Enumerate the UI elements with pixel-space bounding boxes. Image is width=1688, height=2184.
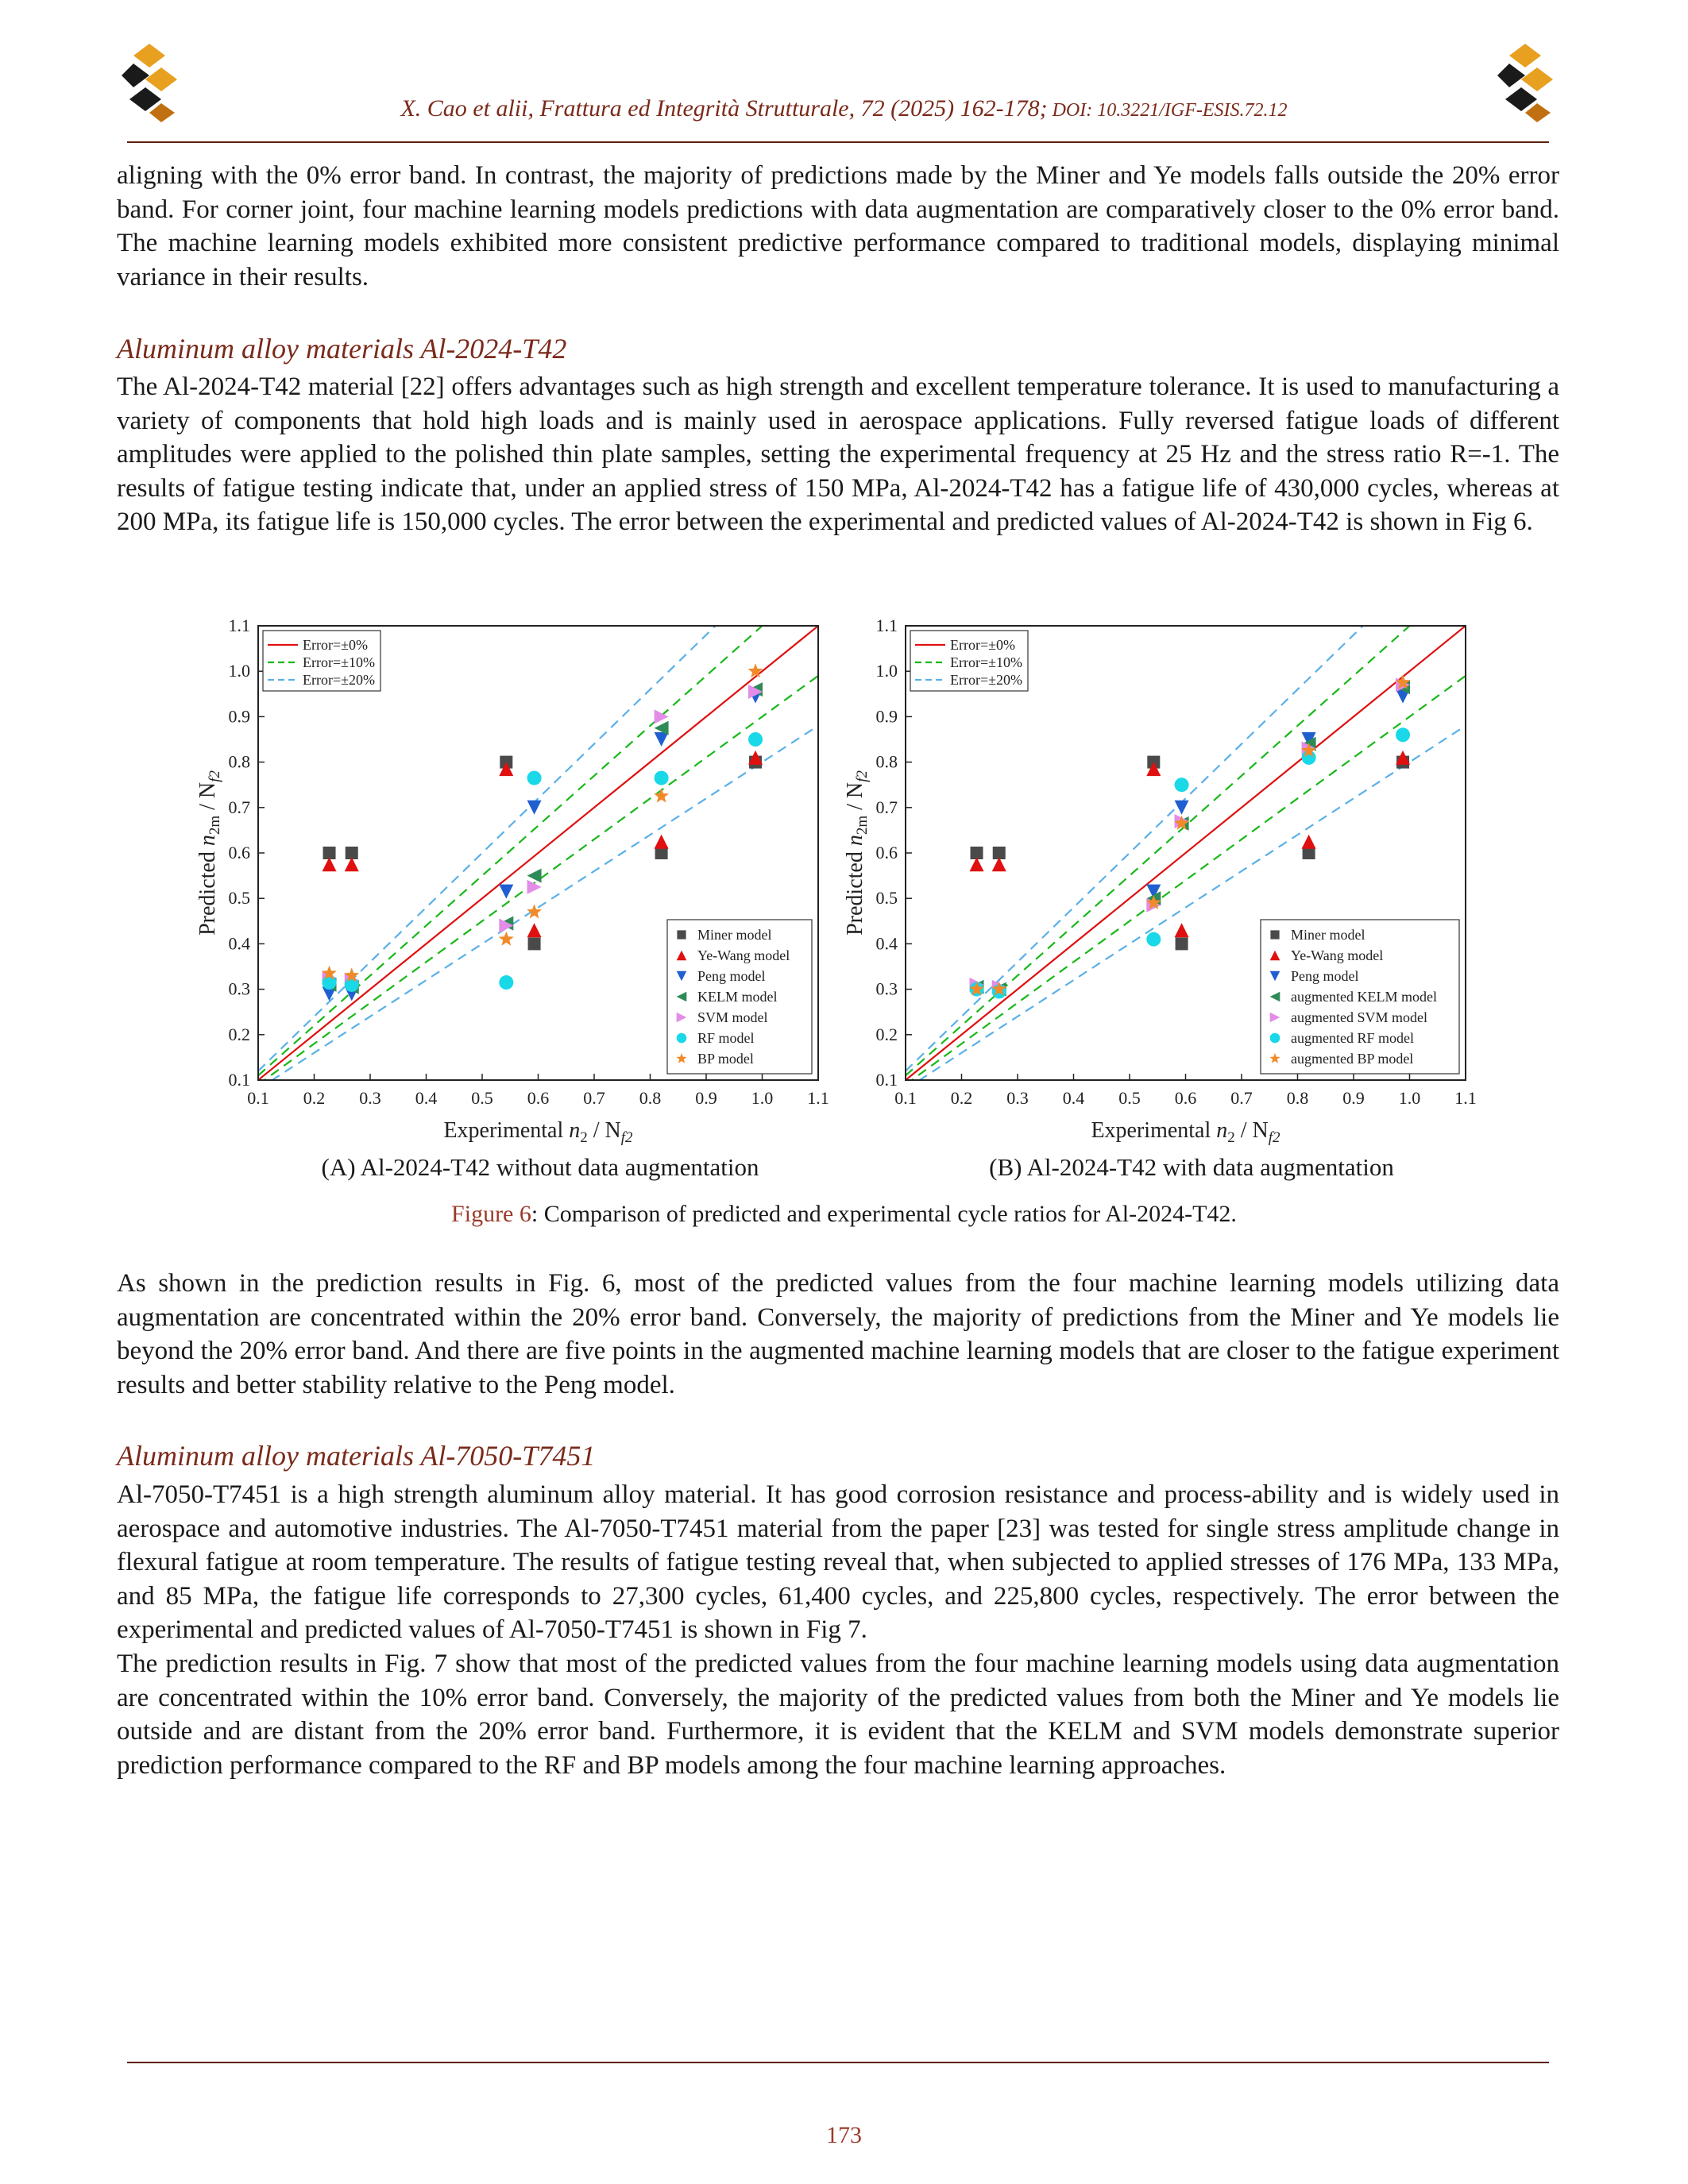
y-tick-label: 0.1 [228,1070,250,1090]
x-tick-label: 0.2 [303,1088,326,1108]
error-legend-entry: Error=±10% [950,654,1023,670]
x-tick-label: 0.1 [894,1088,917,1108]
subcaption-a: (A) Al-2024-T42 without data augmentation [321,1153,759,1181]
data-point [527,869,542,883]
y-tick-label: 0.8 [228,751,250,772]
x-tick-label: 0.4 [1062,1088,1085,1108]
legend-entry: Ye-Wang model [1291,947,1384,963]
legend-marker [1270,1033,1280,1044]
running-head-citation: X. Cao et alii, Frattura ed Integrità Strutturale, 72 (2025) 162-178; [400,95,1048,122]
paragraph-1: aligning with the 0% error band. In contrast, the majority of predictions made by the Miner and Ye models falls outside the 20% error band. For corner joint, four machine learning models predictions with data augmentation are comparatively closer to the 0% error band. The machine learning models exhibited more consistent predictive performance compared to traditional models, displaying minimal variance in their results. [117,161,1559,291]
x-tick-label: 0.8 [639,1088,662,1108]
legend-marker [1270,930,1279,939]
y-tick-label: 1.0 [228,661,250,681]
running-head-doi: DOI: 10.3221/IGF-ESIS.72.12 [1047,100,1288,121]
series-legend [667,920,812,1074]
header-rule [127,141,1549,143]
legend-entry: Peng model [697,968,766,984]
legend-entry: augmented BP model [1291,1051,1414,1067]
plot-area [195,612,829,1146]
data-point [528,937,541,950]
data-point [527,771,542,785]
x-axis-label: Experimental $n_2 / N_{f2}$ [443,1118,633,1146]
error-legend-entry: Error=±10% [303,654,376,670]
data-point [499,932,514,946]
legend-entry: BP model [697,1051,754,1067]
y-tick-label: 0.5 [875,888,898,909]
legend-entry: KELM model [697,989,778,1005]
data-point [499,885,513,899]
data-point [1175,923,1189,937]
data-point [499,975,513,990]
y-tick-label: 0.2 [228,1024,250,1044]
data-point [1176,937,1188,950]
data-point [654,789,669,803]
data-point [1146,932,1161,947]
y-tick-label: 0.6 [875,843,898,862]
journal-logo-right [1493,40,1557,127]
x-tick-label: 1.0 [1398,1088,1421,1108]
x-tick-label: 0.4 [415,1088,438,1108]
section-heading-al2024: Aluminum alloy materials Al-2024-T42 [117,333,567,365]
data-point [748,732,763,747]
x-tick-label: 0.9 [695,1088,717,1108]
x-axis-label: Experimental $n_2 / N_{f2}$ [1091,1118,1280,1146]
legend-entry: SVM model [697,1009,768,1025]
y-tick-label: 0.4 [228,933,250,954]
data-point [323,975,337,990]
series-legend [1261,920,1459,1074]
data-point [527,801,542,815]
x-tick-label: 0.5 [1118,1088,1141,1108]
x-tick-label: 0.5 [471,1088,493,1108]
data-point [655,771,669,785]
legend-entry: RF model [697,1030,755,1046]
y-tick-label: 0.3 [228,978,250,999]
x-tick-label: 0.3 [359,1088,381,1108]
subcaption-b: (B) Al-2024-T42 with data augmentation [989,1153,1394,1181]
x-tick-label: 0.9 [1342,1088,1365,1108]
x-tick-label: 0.2 [950,1088,973,1108]
figure-caption [238,1201,1450,1228]
error-legend-entry: Error=±20% [950,672,1023,688]
error-legend-entry: Error=±20% [303,672,376,688]
data-point [748,663,763,677]
figure-caption-text: : Comparison of predicted and experimental cycle ratios for Al-2024-T42. [531,1201,1237,1227]
chart-a-without-augmentation [187,612,838,1152]
y-tick-label: 0.8 [875,751,898,772]
x-tick-label: 0.3 [1006,1088,1029,1108]
paragraph-4: Al-7050-T7451 is a high strength aluminum alloy material. It has good corrosion resistance and process-ability and is widely used in aerospace and automotive industries. The Al-7050-T7451 material from the paper [23] was tested for single stress amplitude change in flexural fatigue at room temperature. The results of fatigue testing reveal that, when subjected to applied stresses of 176 MPa, 133 MPa, and 85 MPa, the fatigue life corresponds to 27,300 cycles, 61,400 cycles, and 225,800 cycles, respectively. The error between the experimental and predicted values of Al-7050-T7451 is shown in Fig 7. [117,1480,1559,1644]
x-tick-label: 1.1 [807,1088,829,1108]
running-head [238,95,1450,122]
data-point [527,923,542,937]
y-tick-label: 0.7 [875,797,898,817]
legend-entry: Miner model [1291,927,1365,943]
x-tick-label: 1.1 [1454,1088,1477,1108]
y-tick-label: 0.2 [875,1024,898,1044]
data-point [345,978,359,992]
legend-entry: Peng model [1291,968,1359,984]
x-tick-label: 0.6 [1174,1088,1197,1108]
x-tick-label: 0.7 [1230,1088,1253,1108]
legend-entry: augmented RF model [1291,1030,1414,1046]
y-tick-label: 0.7 [228,797,250,817]
y-tick-label: 0.3 [875,978,898,999]
error-legend [263,631,380,691]
paragraph-3: As shown in the prediction results in Fig. 6, most of the predicted values from the four machine learning models utilizing data augmentation are concentrated within the 20% error band. Conversely, the majority of predictions from the Miner and Ye models lie beyond the 20% error band. And there are five points in the augmented machine learning models that are closer to the fatigue experiment results and better stability relative to the Peng model. [117,1269,1559,1399]
data-point [655,732,669,747]
y-tick-label: 0.5 [228,888,250,909]
y-tick-label: 0.4 [875,933,898,954]
data-point [655,835,669,849]
footer-rule [127,2062,1549,2063]
page-number: 173 [826,2122,862,2148]
section-heading-al7050: Aluminum alloy materials Al-7050-T7451 [117,1440,596,1472]
y-tick-label: 1.0 [875,661,898,681]
figure-caption-label: Figure 6 [451,1201,531,1227]
y-tick-label: 1.1 [875,615,898,635]
legend-marker [677,930,686,939]
data-point [1175,801,1189,815]
x-tick-label: 0.7 [583,1088,605,1108]
y-axis-label: Predicted $n_{2m} / N_{f2}$ [843,770,871,936]
y-axis-label: Predicted $n_{2m} / N_{f2}$ [195,770,223,936]
data-point [1175,778,1189,792]
x-tick-label: 0.6 [527,1088,550,1108]
paragraph-2: The Al-2024-T42 material [22] offers advantages such as high strength and excellent temperature tolerance. It is used to manufacturing a variety of components that hold high loads and is mainly used in aerospace applications. Fully reversed fatigue loads of different amplitudes were applied to the polished thin plate samples, setting the experimental frequency at 25 Hz and the stress ratio R=-1. The results of fatigue testing indicate that, under an applied stress of 150 MPa, Al-2024-T42 has a fatigue life of 430,000 cycles, whereas at 200 MPa, its fatigue life is 150,000 cycles. The error between the experimental and predicted values of Al-2024-T42 is shown in Fig 6. [117,372,1559,536]
error-legend-entry: Error=±0% [950,637,1016,653]
journal-logo-left [118,40,181,127]
x-tick-label: 1.0 [751,1088,774,1108]
legend-entry: augmented SVM model [1291,1009,1427,1025]
x-tick-label: 0.8 [1286,1088,1309,1108]
y-tick-label: 0.9 [228,706,250,727]
x-tick-label: 0.1 [247,1088,269,1108]
error-legend-entry: Error=±0% [303,637,369,653]
legend-entry: Miner model [697,927,772,943]
plot-area [843,612,1477,1146]
data-point [1396,727,1410,742]
legend-entry: augmented KELM model [1291,989,1437,1005]
y-tick-label: 0.9 [875,706,898,727]
legend-entry: Ye-Wang model [697,947,790,963]
error-legend [910,631,1028,691]
y-tick-label: 0.6 [228,843,250,862]
legend-marker [677,1033,687,1044]
paragraph-5: The prediction results in Fig. 7 show that most of the predicted values from the four machine learning models using data augmentation are concentrated within the 10% error band. Conversely, the majority of the predicted values from both the Miner and Ye models lie outside and are distant from the 20% error band. Furthermore, it is evident that the KELM and SVM models demonstrate superior prediction performance compared to the RF and BP models among the four machine learning approaches. [117,1650,1559,1780]
chart-b-with-augmentation [834,612,1485,1152]
data-point [1302,835,1316,849]
y-tick-label: 0.1 [875,1070,898,1090]
y-tick-label: 1.1 [228,615,250,635]
